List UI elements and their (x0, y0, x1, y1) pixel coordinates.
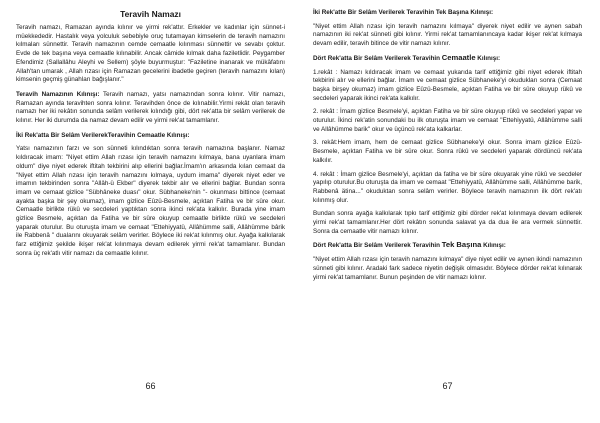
alone-heading-emphasis: Tek Başına (441, 240, 482, 250)
single-paragraph: "Niyet ettim Allah rızası için teravih namazını kılmaya" diyerek niyet edilir ve aynen sabah namazının iki rek'at sünneti gibi kılınır. Yirmi rek'at tamamlanıncaya kadar ikişer rek'at kılmaya devam edilir, teravih bitince de vitir namazı kılınır. (313, 22, 582, 48)
page-title: Teravih Namazı (120, 9, 181, 19)
step-paragraph: 3. rekât:Hem imam, hem de cemaat gizlice Sübhaneke'yi okur. Sonra imam gizlice Eûzü-Besmele, açıktan Fatiha ve bir süre okur. Sonra rükû ve secdeleri yaparak dördüncü rek'ata kalkılır. (313, 139, 582, 164)
performance-paragraph (16, 91, 285, 126)
alone-heading (313, 241, 582, 251)
four-heading-suffix: Kılınışı: (475, 54, 501, 62)
four-rakat-heading (313, 54, 582, 64)
section-heading: İki Rek'atta Bir Selâm VerilerekTeravihin Cemaatle Kılınışı: (16, 131, 190, 139)
intro-paragraph: Teravih namazı, Ramazan ayında kılınır ve yirmi rek'attır. Erkekler ve kadınlar için sünnet-i müekkededir. Hastalık veya yolculuk sebebiyle oruç tutamayan kimselerin de teravih namazını kılmaları sünnettir. Teravih namazının cemde cemaatle kılınması sünnettir ve sevabı çoktur. Evde de tek başına veya cemaatle kılınabilir. Ancak câmide kılmak daha faziletlidir. Peygamber Efendimiz (Sallallâhu Aleyhi ve Sellem) şöyle buyurmuştur: "Faziletine inanarak ve mükâfatını Allah'tan umarak , Allah rızası için Ramazan gecelerini ibadetle geçiren (teravih namazını kılan) kimsenin geçmiş günahları bağışlanır." (16, 24, 285, 84)
alone-paragraph: "Niyet ettim Allah rızası için teravih namazını kılmaya" diye niyet edilir ve aynen ikindi namazının sünneti gibi kılınır. Aradaki fark sadece niyetin değişik olmasıdır. Böylece dörder rek'at kılınarak yirmi rek'at tamamlanır. Bunun peşinden de vitir namazı kılınır. (313, 256, 582, 281)
four-heading-emphasis: Cemaatle (441, 52, 476, 62)
step-paragraph: 1.rekât : Namazı kıldıracak imam ve cemaat yukarıda tarif ettiğimiz gibi niyet ederek iftitah tekbirini alır ve ellerini bağlar. İmam ve cemaat gizlice Sübhaneke'yi okudukları sonra (Cemaat başka birşey okumaz) imam gizlice Eûzü-Besmele, açıktan Fatiha ve bir sûre okuyup rükû ve secdeleri yaparak ikinci rek'ata kalkılır. (313, 68, 582, 102)
performance-text: Teravih namazı, yatsı namazından sonra kılınır. Vitir namazı, Ramazan ayında teravihten sonra kılınır. Teravihden önce de kılınabilir.Yirmi rekât olan teravih namazı her iki rekâtın sonunda selâm verilerek kılındığı gibi, dört rek'atta bir selâm verilerek de kılınır. Her iki durumda da namaz devam edilir ve yirmi rek'at tamamlanır. (16, 90, 285, 125)
congregation-paragraph: Yatsı namazının farzı ve son sünneti kılındıktan sonra teravih namazına başlanır. Namaz kıldıracak imam: "Niyet ettim Allah rızası için teravih namazını kılmaya, bana uyanlara imam oldum" diye niyet ederek iftitah tekbirini alıp ellerini bağlar.İmam'ın arkasında kılan cemaat da "Niyet ettim Allah rızası için teravih namazını kılmaya, uydum imama" diyerek niyet eder ve imamın tekbirinden sonra "Allâh-ü Ekber" diyerek tekbir alır ve ellerini bağlar. Bundan sonra imam ve cemaat gizlice "Sübhâneke duası" okur. Sübhaneke'nin "- okunması bittince (cemaat ayakta başka bir şey okumaz), imam gizlice Eûzü-Besmele, açıktan Fatiha ve bir sûre okur. Cemaatle birlikte rükû ve secdeleri yaptıktan sonra ikinci rek'ata kalkılır. Burada yine imam gizlice Besmele, açıktan da Fatiha ve bir sûre okuyup cemaatle birlikte rükû ve secdeleri yaparak oturulur. Bu oturuşta imam ve cemaat "Ettehiyyatü, Allâhümme salli, Allâhümme bârik ile Rabbenâ " dualarını okuyarak selâm verirler. Böylece iki rek'at kılınmış olur. Ayağa kalkılarak farz ettiğimiz şekilde ikişer rek'at kılınmaya devam edilerek yirmi rek'at tamamlanır. Bundan sonra üç rek'atlı vitir namazı da cemaatle kılınır. (16, 145, 285, 257)
page-number: 67 (442, 381, 453, 391)
left-page (16, 0, 285, 423)
right-page (313, 0, 582, 423)
alone-heading-suffix: Kılınışı: (481, 242, 506, 250)
page-number: 66 (145, 381, 156, 391)
step-paragraph: 2. rekât : İmam gizlice Besmele'yi, açıktan Fatiha ve bir süre okuyup rükû ve secdeleri yapar ve oturulur. İkinci rek'atin sonundaki bu ilk oturuşta imam ve cemaat "Ettehiyyatü, Allâhümme salli ve Allâhümme barik" okur ve üçüncü rek'ata kalkarlar. (313, 108, 582, 133)
alone-heading-prefix: Dört Rek'atta Bir Selâm Verilerek Teravihin (313, 242, 442, 250)
step-paragraph: 4. rekât : İmam gizlice Besmele'yi, açıktan da fatiha ve bir süre okuyarak yine rükû ve secdeler yapılıp oturulur.Bu oturuşta da imam ve cemaat "Ettehiyyatü, Allâhümme salli, Allâhümme barik, Rabbenâ ätina..." okuduktan sonra selâm verirler. Böylece teravih namazının ilk dört rek'atı kılınmış olur. (313, 170, 582, 204)
four-heading-prefix: Dört Rek'atta Bir Selâm Verilerek Teravihin (313, 54, 442, 62)
after-steps-paragraph: Bundan sonra ayağa kalkılarak tıpkı tarif ettiğimiz gibi dörder rek'at kılınmaya devam edilerek yirmi rek'at tamamlanır.Her dört rekâtın sonunda salavat ya da dua ile ara vermek sünnettir. Sonra da cemaatle vitir namazı kılınır. (313, 210, 582, 235)
single-heading: İki Rek'atte Bir Selâm Verilerek Teravihin Tek Başına Kılınışı: (313, 9, 494, 16)
performance-label: Teravih Namazının Kılınışı: (16, 90, 100, 98)
